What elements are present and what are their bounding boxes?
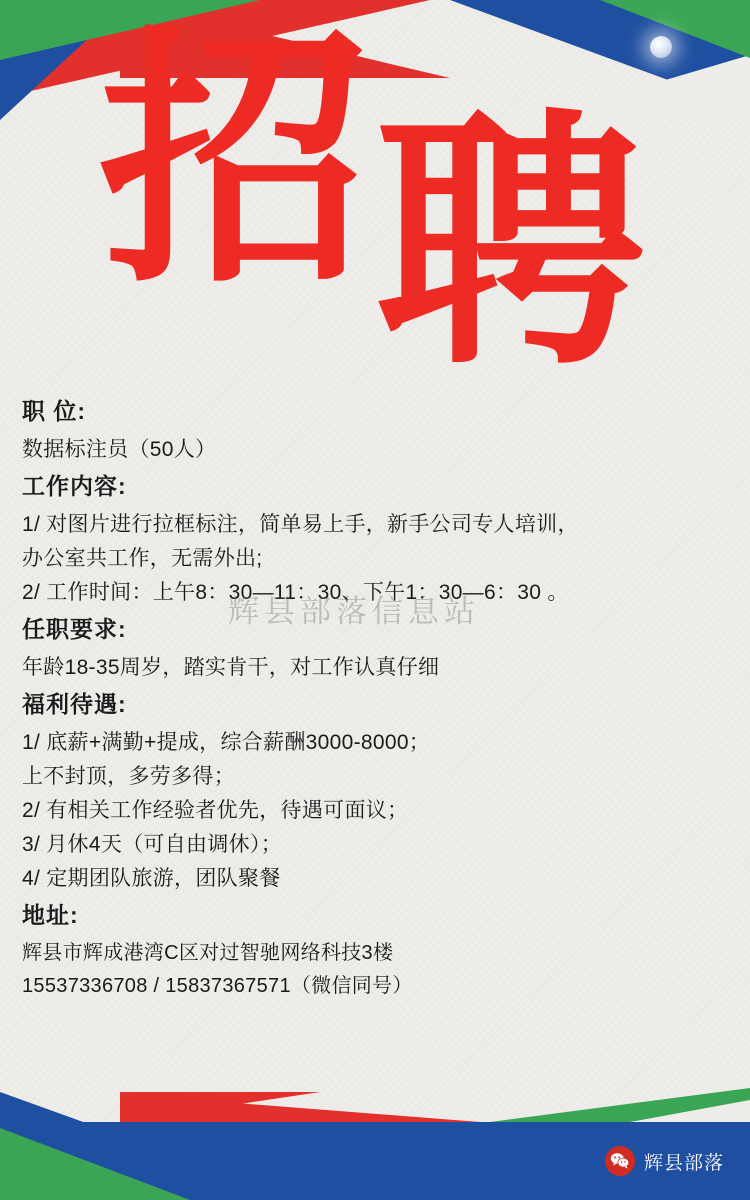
requirements-line-1: 年龄18-35周岁，踏实肯干，对工作认真仔细 bbox=[22, 656, 440, 680]
job-content-line-3: 2/ 工作时间：上午8：30—11：30、下午1：30—6：30 。 bbox=[22, 581, 569, 605]
top-right-green-wedge bbox=[600, 0, 750, 58]
section-title-position: 职 位: bbox=[22, 398, 87, 424]
benefits-line-1: 1/ 底薪+满勤+提成，综合薪酬3000-8000； bbox=[22, 731, 431, 755]
section-title-job-content: 工作内容: bbox=[22, 473, 127, 500]
section-title-benefits: 福利待遇: bbox=[22, 691, 127, 718]
light-dot-decoration bbox=[650, 36, 672, 58]
contact-phone-line: 15537336708 / 15837367571（微信同号） bbox=[22, 974, 413, 997]
job-content-line-1: 1/ 对图片进行拉框标注，简单易上手，新手公司专人培训， bbox=[22, 513, 579, 537]
benefits-line-5: 4/ 定期团队旅游，团队聚餐 bbox=[22, 867, 281, 891]
address-line-1: 辉县市辉成港湾C区对过智驰网络科技3楼 bbox=[22, 942, 394, 965]
benefits-line-2: 上不封顶，多劳多得； bbox=[22, 765, 235, 789]
poster-headline bbox=[0, 4, 750, 401]
job-content-line-2: 办公室共工作，无需外出; bbox=[22, 547, 263, 571]
footer-bar bbox=[0, 1122, 750, 1200]
benefits-line-3: 2/ 有相关工作经验者优先，待遇可面议； bbox=[22, 799, 409, 823]
benefits-line-4: 3/ 月休4天（可自由调休）； bbox=[22, 833, 283, 857]
official-account[interactable] bbox=[605, 1146, 724, 1176]
position-line-1: 数据标注员（50人） bbox=[22, 438, 217, 462]
headline-char-pin: 聘 bbox=[375, 86, 651, 401]
bottom-right-white-wedge bbox=[630, 1100, 750, 1122]
poster-body bbox=[22, 392, 728, 1002]
section-title-address: 地址: bbox=[22, 902, 79, 929]
section-title-requirements: 任职要求: bbox=[22, 616, 127, 643]
bottom-red-wedge-secondary bbox=[120, 1092, 320, 1122]
account-name-label: 辉县部落 bbox=[643, 1152, 724, 1174]
watermark-text: 辉县部落信息站 bbox=[228, 594, 480, 630]
wechat-icon bbox=[605, 1146, 635, 1176]
headline-char-zhao: 招 bbox=[99, 4, 375, 319]
